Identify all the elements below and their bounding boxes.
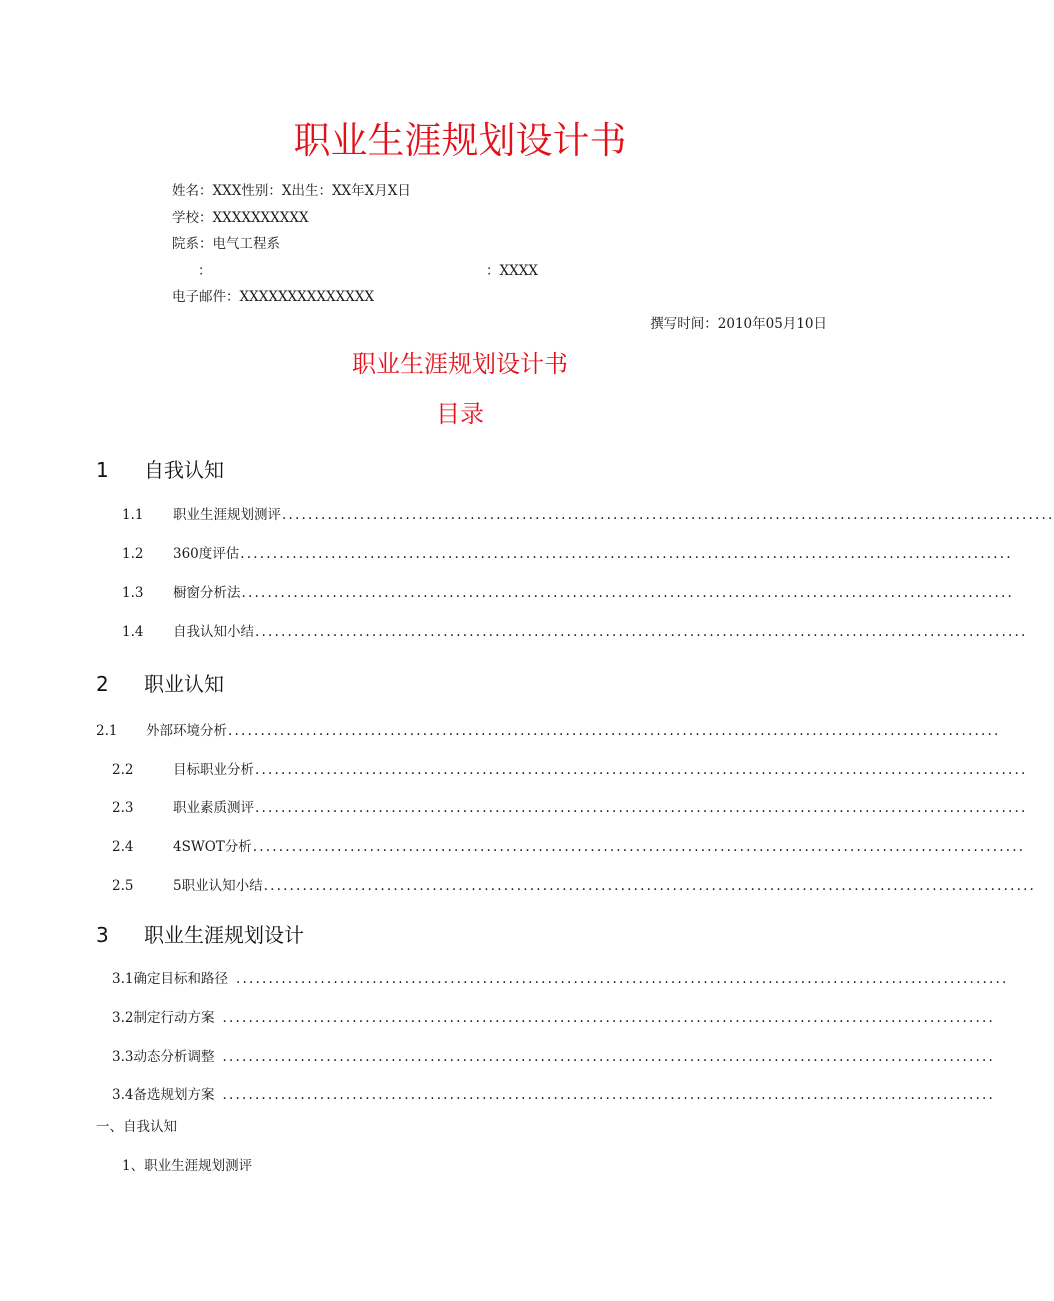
toc-entry-text: 外部环境分析 — [146, 723, 227, 739]
toc-entry-text: 职业素质测评 — [173, 800, 254, 816]
toc-entry[interactable] — [112, 796, 1028, 816]
toc-leader-dots: ....................................................................................................................... — [263, 878, 1037, 894]
toc-entry-text: 目标职业分析 — [173, 762, 254, 778]
toc-entry-number: 3.1 — [112, 971, 134, 987]
toc-leader-dots: ....................................................................................................................... — [241, 585, 1014, 601]
toc-entry[interactable] — [112, 1006, 995, 1026]
toc-leader-dots: ....................................................................................................................... — [228, 723, 1001, 739]
toc-leader-dots: ....................................................................................................................... — [222, 1010, 995, 1026]
toc-leader-dots: ....................................................................................................................... — [255, 800, 1028, 816]
toc-leader-dots: ....................................................................................................................... — [252, 839, 1026, 855]
toc-entry-text: 自我认知小结 — [173, 624, 254, 640]
section-number: 1 — [96, 458, 109, 482]
toc-entry-text: 确定目标和路径 — [133, 971, 228, 987]
toc-entry[interactable] — [112, 874, 1037, 894]
toc-entry-number: 1.2 — [122, 546, 144, 562]
toc-entry-text: 动态分析调整 — [133, 1049, 215, 1065]
toc-entry-text: 5职业认知小结 — [173, 878, 263, 894]
info-email: 电子邮件：XXXXXXXXXXXXXX — [172, 289, 375, 305]
toc-entry[interactable] — [112, 758, 1028, 778]
toc-entry[interactable] — [112, 1083, 995, 1103]
toc-entry-text: 橱窗分析法 — [173, 585, 241, 601]
toc-leader-dots: ....................................................................................................................... — [282, 507, 1054, 523]
toc-title: 目录 — [436, 400, 484, 428]
toc-entry-number: 2.1 — [96, 723, 118, 739]
writing-date: 撰写时间：2010年05月10日 — [650, 316, 827, 332]
info-name-gender-birth: 姓名：XXX性别：X出生：XX年X月X日 — [172, 183, 411, 199]
toc-entry-text: 职业生涯规划测评 — [173, 507, 281, 523]
toc-entry-text: 4SWOT分析 — [173, 839, 252, 855]
info-line4-right: ：XXXX — [486, 263, 538, 279]
toc-leader-dots: ....................................................................................................................... — [222, 1049, 995, 1065]
toc-entry[interactable] — [122, 542, 1013, 562]
section-title: 职业生涯规划设计 — [144, 923, 304, 947]
toc-entry-number: 1.4 — [122, 624, 144, 640]
toc-entry[interactable] — [112, 967, 1009, 987]
body-subheading: 1、职业生涯规划测评 — [122, 1158, 253, 1174]
toc-entry-number: 3.2 — [112, 1010, 134, 1026]
toc-leader-dots: ....................................................................................................................... — [235, 971, 1009, 987]
section-number: 2 — [96, 672, 109, 696]
toc-entry[interactable] — [122, 620, 1028, 640]
toc-section-heading — [96, 668, 224, 697]
toc-section-heading — [96, 454, 224, 483]
toc-entry-text: 备选规划方案 — [133, 1087, 215, 1103]
toc-section-heading — [96, 919, 304, 948]
toc-leader-dots: ....................................................................................................................... — [222, 1087, 995, 1103]
toc-entry[interactable] — [122, 581, 1014, 601]
toc-leader-dots: ....................................................................................................................... — [240, 546, 1013, 562]
toc-entry-text: 制定行动方案 — [133, 1010, 215, 1026]
toc-entry[interactable] — [112, 1045, 995, 1065]
toc-entry-number: 3.3 — [112, 1049, 134, 1065]
section-title: 自我认知 — [144, 458, 224, 482]
toc-leader-dots: ....................................................................................................................... — [255, 624, 1028, 640]
toc-entry-number: 2.5 — [112, 878, 134, 894]
toc-leader-dots: ....................................................................................................................... — [255, 762, 1028, 778]
toc-entry-number: 2.4 — [112, 839, 134, 855]
toc-entry-number: 3.4 — [112, 1087, 134, 1103]
info-school: 学校：XXXXXXXXXX — [172, 210, 309, 226]
toc-entry-number: 1.1 — [122, 507, 144, 523]
toc-entry-number: 1.3 — [122, 585, 144, 601]
section-number: 3 — [96, 923, 109, 947]
toc-entry[interactable] — [112, 835, 1026, 855]
toc-entry-text: 360度评估 — [173, 546, 240, 562]
toc-entry[interactable] — [122, 503, 1054, 523]
body-heading: 一、自我认知 — [96, 1119, 177, 1135]
info-line4-left: ： — [198, 263, 212, 279]
document-title: 职业生涯规划设计书 — [293, 119, 627, 162]
toc-entry-number: 2.3 — [112, 800, 134, 816]
toc-entry-number: 2.2 — [112, 762, 134, 778]
info-department: 院系：电气工程系 — [172, 236, 280, 252]
section-title: 职业认知 — [144, 672, 224, 696]
toc-entry[interactable] — [96, 719, 1001, 739]
document-subtitle: 职业生涯规划设计书 — [352, 350, 568, 378]
